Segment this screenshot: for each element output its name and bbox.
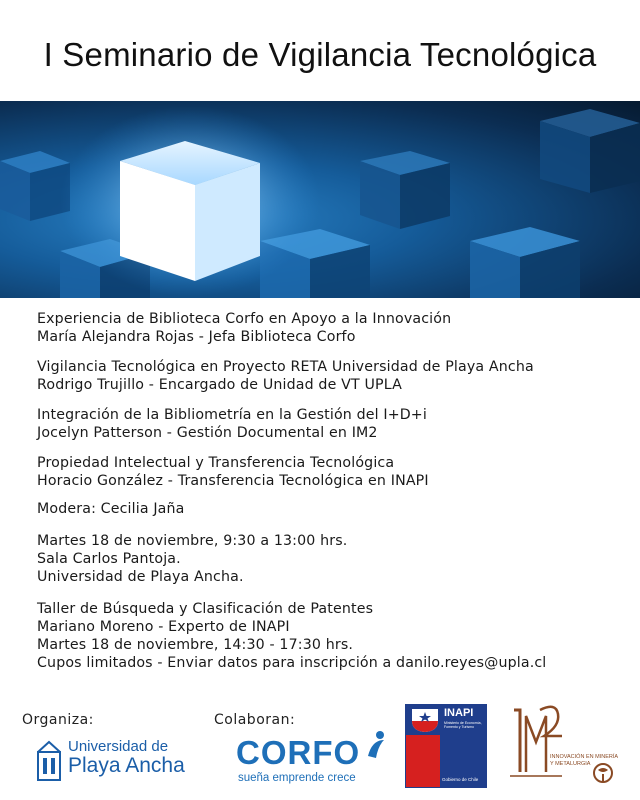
upla-emblem-icon: [34, 740, 64, 782]
event-info: [37, 532, 347, 586]
moderator-line: Modera: Cecilia Jaña: [37, 501, 185, 517]
talk-speaker: María Alejandra Rojas - Jefa Biblioteca Corfo: [37, 329, 356, 345]
talk-title: Propiedad Intelectual y Transferencia Tecnológica: [37, 455, 395, 471]
im2-logo-tagline: INNOVACIÓN EN MINERÍA Y METALURGIA: [550, 754, 618, 767]
inapi-logo-gov: Gobierno de Chile: [442, 777, 479, 782]
event-place: Universidad de Playa Ancha.: [37, 569, 244, 585]
upla-logo-line1: Universidad de: [68, 738, 169, 755]
talk-title: Integración de la Bibliometría en la Gestión del I+D+i: [37, 407, 427, 423]
institution-seal-icon: [592, 762, 614, 784]
organiza-label: Organiza:: [22, 712, 94, 728]
talk-title: Vigilancia Tecnológica en Proyecto RETA Universidad de Playa Ancha: [37, 359, 534, 375]
workshop-note: [37, 654, 546, 672]
event-date: Martes 18 de noviembre, 9:30 a 13:00 hrs.: [37, 533, 348, 549]
talk-speaker: Jocelyn Patterson - Gestión Documental en IM2: [37, 425, 378, 441]
inapi-logo: [405, 704, 487, 788]
talk-title: Experiencia de Biblioteca Corfo en Apoyo a la Innovación: [37, 311, 452, 327]
talk-item: [37, 310, 451, 346]
corfo-logo-tagline: sueña emprende crece: [238, 772, 356, 784]
upla-logo-line2: Playa Ancha: [68, 754, 185, 777]
im2-mark-icon: [506, 702, 566, 782]
inapi-red-band: [406, 735, 440, 787]
page-title: I Seminario de Vigilancia Tecnológica: [43, 36, 597, 73]
corfo-logo: [236, 730, 396, 788]
corfo-logo-name: CORFO: [236, 734, 361, 771]
inapi-logo-sub: Ministerio de Economía, Fomento y Turismo: [444, 721, 482, 729]
colaboran-label: Colaboran:: [214, 712, 296, 728]
workshop-date: Martes 18 de noviembre, 14:30 - 17:30 hrs.: [37, 637, 354, 653]
im2-logo: [500, 702, 630, 788]
workshop-title: Taller de Búsqueda y Clasificación de Patentes: [37, 601, 374, 617]
upla-logo: [34, 738, 204, 786]
workshop-info: [37, 600, 546, 672]
workshop-note-text: Cupos limitados - Enviar datos para inscripción a danilo.reyes@upla.cl: [37, 655, 547, 671]
talk-speaker: Horacio González - Transferencia Tecnológica en INAPI: [37, 473, 429, 489]
chile-shield-icon: [410, 707, 440, 733]
workshop-speaker: Mariano Moreno - Experto de INAPI: [37, 619, 290, 635]
talk-item: [37, 454, 429, 490]
corfo-figure-icon: [366, 730, 388, 760]
talk-item: [37, 358, 534, 394]
event-room: Sala Carlos Pantoja.: [37, 551, 181, 567]
hero-image-cubes: [0, 101, 640, 298]
inapi-logo-name: INAPI: [444, 707, 474, 719]
talk-speaker: Rodrigo Trujillo - Encargado de Unidad de VT UPLA: [37, 377, 402, 393]
talk-item: [37, 406, 427, 442]
